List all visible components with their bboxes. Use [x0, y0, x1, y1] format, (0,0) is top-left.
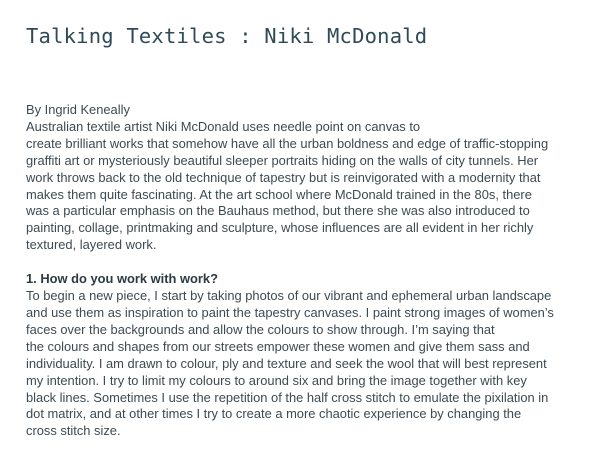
answer-line: black lines. Sometimes I use the repetition of the half cross stitch to emulate the pixilation in — [26, 389, 549, 405]
answer-line: faces over the backgrounds and allow the colours to show through. I’m saying that — [26, 321, 495, 337]
intro-line: was a particular emphasis on the Bauhaus method, but there she was also introduced to — [26, 203, 530, 219]
intro-line: painting, collage, printmaking and sculpture, whose influences are all evident in her richly — [26, 220, 534, 236]
byline: By Ingrid Keneally — [26, 102, 130, 117]
answer-line: To begin a new piece, I start by taking photos of our vibrant and ephemeral urban landscape — [26, 288, 552, 304]
intro-line: work throws back to the old technique of tapestry but is reinvigorated with a modernity that — [26, 169, 541, 185]
answer-paragraph — [26, 288, 610, 440]
answer-line: my intention. I try to limit my colours to around six and bring the image together with key — [26, 372, 527, 388]
intro-line: create brilliant works that somehow have all the urban boldness and edge of traffic-stopping — [26, 135, 549, 151]
paragraph-spacer — [26, 254, 610, 271]
intro-line: makes them quite fascinating. At the art school where McDonald trained in the 80s, there — [26, 186, 532, 202]
intro-line: textured, layered work. — [26, 237, 157, 253]
intro-line: graffiti art or mysteriously beautiful sleeper portraits hiding on the walls of city tunnels. Her — [26, 152, 539, 168]
intro-paragraph — [26, 119, 610, 254]
answer-line: dot matrix, and at other times I try to create a more chaotic experience by changing the — [26, 406, 522, 422]
answer-line: cross stitch size. — [26, 423, 121, 439]
answer-line: and use them as inspiration to paint the tapestry canvases. I paint strong images of women’s — [26, 304, 554, 320]
answer-line: individuality. I am drawn to colour, ply and texture and seek the wool that will best represent — [26, 355, 547, 371]
intro-line: Australian textile artist Niki McDonald uses needle point on canvas to — [26, 118, 421, 134]
article-body — [26, 102, 610, 440]
interview-question: 1. How do you work with work? — [26, 271, 218, 287]
article-title: Talking Textiles : Niki McDonald — [26, 24, 428, 48]
answer-line: the colours and shapes from our streets empower these women and give them sass and — [26, 338, 530, 354]
